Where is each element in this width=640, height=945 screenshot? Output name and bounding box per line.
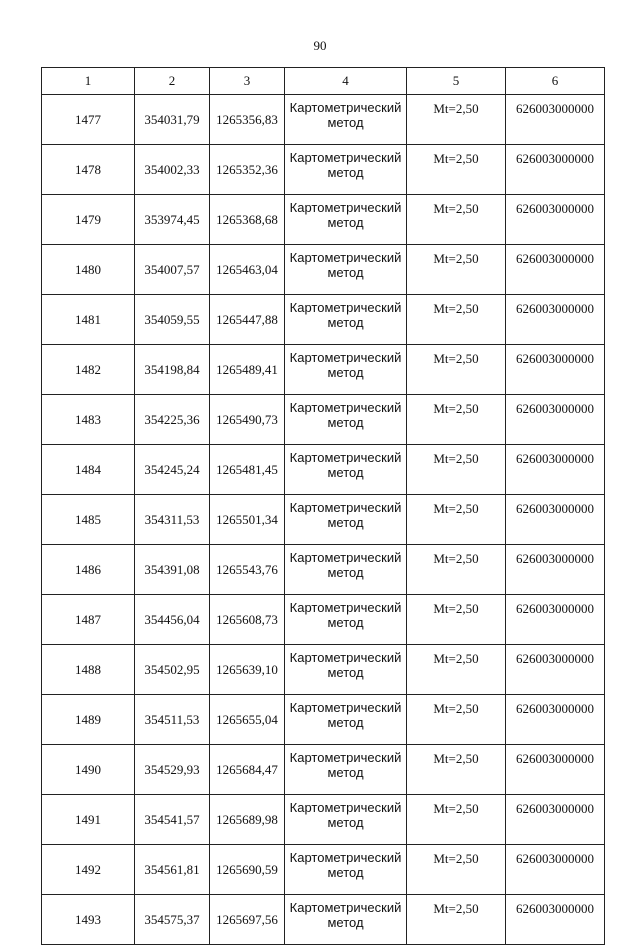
y-coordinate-cell: 1265447,88 — [210, 295, 285, 345]
code-cell: 626003000000 — [506, 695, 605, 745]
method-cell — [285, 795, 407, 845]
accuracy-cell: Mt=2,50 — [407, 795, 506, 845]
x-coordinate-cell: 354511,53 — [135, 695, 210, 745]
table-row — [42, 595, 605, 645]
accuracy-cell: Mt=2,50 — [407, 195, 506, 245]
method-line-2: метод — [327, 315, 364, 330]
method-cell — [285, 695, 407, 745]
table-row — [42, 695, 605, 745]
method-line-1: Картометрический — [289, 400, 402, 415]
method-line-1: Картометрический — [289, 500, 402, 515]
x-coordinate-cell: 354541,57 — [135, 795, 210, 845]
method-cell — [285, 845, 407, 895]
table-row — [42, 545, 605, 595]
page-number: 90 — [313, 38, 327, 53]
table-row — [42, 745, 605, 795]
code-cell: 626003000000 — [506, 95, 605, 145]
method-line-2: метод — [327, 865, 364, 880]
column-header: 4 — [285, 68, 407, 95]
method-line-2: метод — [327, 615, 364, 630]
y-coordinate-cell: 1265690,59 — [210, 845, 285, 895]
method-line-1: Картометрический — [289, 550, 402, 565]
method-cell — [285, 495, 407, 545]
method-line-2: метод — [327, 115, 364, 130]
table-row — [42, 795, 605, 845]
table-row — [42, 345, 605, 395]
method-line-1: Картометрический — [289, 450, 402, 465]
method-line-2: метод — [327, 815, 364, 830]
point-number-cell: 1489 — [42, 695, 135, 745]
method-line-1: Картометрический — [289, 300, 402, 315]
y-coordinate-cell: 1265481,45 — [210, 445, 285, 495]
column-header: 1 — [42, 68, 135, 95]
column-header: 2 — [135, 68, 210, 95]
accuracy-cell: Mt=2,50 — [407, 845, 506, 895]
method-cell — [285, 195, 407, 245]
accuracy-cell: Mt=2,50 — [407, 595, 506, 645]
method-line-1: Картометрический — [289, 850, 402, 865]
point-number-cell: 1487 — [42, 595, 135, 645]
code-cell: 626003000000 — [506, 195, 605, 245]
method-cell — [285, 595, 407, 645]
y-coordinate-cell: 1265697,56 — [210, 895, 285, 945]
y-coordinate-cell: 1265639,10 — [210, 645, 285, 695]
y-coordinate-cell: 1265684,47 — [210, 745, 285, 795]
accuracy-cell: Mt=2,50 — [407, 95, 506, 145]
column-header: 3 — [210, 68, 285, 95]
method-line-2: метод — [327, 715, 364, 730]
code-cell: 626003000000 — [506, 395, 605, 445]
method-cell — [285, 745, 407, 795]
method-cell — [285, 245, 407, 295]
method-line-1: Картометрический — [289, 700, 402, 715]
method-line-2: метод — [327, 515, 364, 530]
y-coordinate-cell: 1265608,73 — [210, 595, 285, 645]
method-line-1: Картометрический — [289, 200, 402, 215]
y-coordinate-cell: 1265463,04 — [210, 245, 285, 295]
table-row — [42, 95, 605, 145]
x-coordinate-cell: 354529,93 — [135, 745, 210, 795]
code-cell: 626003000000 — [506, 895, 605, 945]
method-line-1: Картометрический — [289, 900, 402, 915]
code-cell: 626003000000 — [506, 545, 605, 595]
code-cell: 626003000000 — [506, 645, 605, 695]
table-row — [42, 445, 605, 495]
code-cell: 626003000000 — [506, 495, 605, 545]
point-number-cell: 1486 — [42, 545, 135, 595]
method-line-2: метод — [327, 665, 364, 680]
accuracy-cell: Mt=2,50 — [407, 545, 506, 595]
x-coordinate-cell: 354502,95 — [135, 645, 210, 695]
method-line-1: Картометрический — [289, 250, 402, 265]
method-line-2: метод — [327, 765, 364, 780]
column-header: 6 — [506, 68, 605, 95]
table-row — [42, 245, 605, 295]
accuracy-cell: Mt=2,50 — [407, 145, 506, 195]
method-cell — [285, 395, 407, 445]
table-row — [42, 845, 605, 895]
x-coordinate-cell: 354225,36 — [135, 395, 210, 445]
method-cell — [285, 345, 407, 395]
method-line-2: метод — [327, 165, 364, 180]
point-number-cell: 1491 — [42, 795, 135, 845]
method-line-2: метод — [327, 215, 364, 230]
point-number-cell: 1490 — [42, 745, 135, 795]
x-coordinate-cell: 354575,37 — [135, 895, 210, 945]
method-cell — [285, 895, 407, 945]
column-header: 5 — [407, 68, 506, 95]
point-number-cell: 1477 — [42, 95, 135, 145]
x-coordinate-cell: 354198,84 — [135, 345, 210, 395]
method-cell — [285, 95, 407, 145]
code-cell: 626003000000 — [506, 145, 605, 195]
y-coordinate-cell: 1265368,68 — [210, 195, 285, 245]
code-cell: 626003000000 — [506, 795, 605, 845]
code-cell: 626003000000 — [506, 595, 605, 645]
table-row — [42, 295, 605, 345]
code-cell: 626003000000 — [506, 845, 605, 895]
point-number-cell: 1480 — [42, 245, 135, 295]
method-line-2: метод — [327, 465, 364, 480]
accuracy-cell: Mt=2,50 — [407, 745, 506, 795]
point-number-cell: 1481 — [42, 295, 135, 345]
method-cell — [285, 295, 407, 345]
y-coordinate-cell: 1265655,04 — [210, 695, 285, 745]
table-row — [42, 195, 605, 245]
code-cell: 626003000000 — [506, 295, 605, 345]
y-coordinate-cell: 1265356,83 — [210, 95, 285, 145]
y-coordinate-cell: 1265501,34 — [210, 495, 285, 545]
x-coordinate-cell: 354561,81 — [135, 845, 210, 895]
x-coordinate-cell: 354031,79 — [135, 95, 210, 145]
accuracy-cell: Mt=2,50 — [407, 445, 506, 495]
y-coordinate-cell: 1265489,41 — [210, 345, 285, 395]
x-coordinate-cell: 354456,04 — [135, 595, 210, 645]
code-cell: 626003000000 — [506, 445, 605, 495]
accuracy-cell: Mt=2,50 — [407, 345, 506, 395]
x-coordinate-cell: 354311,53 — [135, 495, 210, 545]
accuracy-cell: Mt=2,50 — [407, 495, 506, 545]
point-number-cell: 1492 — [42, 845, 135, 895]
table-row — [42, 145, 605, 195]
y-coordinate-cell: 1265490,73 — [210, 395, 285, 445]
method-cell — [285, 645, 407, 695]
x-coordinate-cell: 354245,24 — [135, 445, 210, 495]
x-coordinate-cell: 354059,55 — [135, 295, 210, 345]
accuracy-cell: Mt=2,50 — [407, 295, 506, 345]
method-line-1: Картометрический — [289, 600, 402, 615]
y-coordinate-cell: 1265352,36 — [210, 145, 285, 195]
table-row — [42, 645, 605, 695]
method-line-1: Картометрический — [289, 800, 402, 815]
code-cell: 626003000000 — [506, 345, 605, 395]
point-number-cell: 1484 — [42, 445, 135, 495]
method-cell — [285, 545, 407, 595]
method-cell — [285, 145, 407, 195]
x-coordinate-cell: 354002,33 — [135, 145, 210, 195]
method-line-2: метод — [327, 415, 364, 430]
method-line-2: метод — [327, 365, 364, 380]
coordinates-table — [41, 67, 605, 945]
table-row — [42, 395, 605, 445]
table-row — [42, 495, 605, 545]
point-number-cell: 1483 — [42, 395, 135, 445]
x-coordinate-cell: 354391,08 — [135, 545, 210, 595]
x-coordinate-cell: 354007,57 — [135, 245, 210, 295]
point-number-cell: 1482 — [42, 345, 135, 395]
method-line-2: метод — [327, 265, 364, 280]
point-number-cell: 1478 — [42, 145, 135, 195]
point-number-cell: 1479 — [42, 195, 135, 245]
method-line-2: метод — [327, 915, 364, 930]
method-line-1: Картометрический — [289, 650, 402, 665]
point-number-cell: 1485 — [42, 495, 135, 545]
method-cell — [285, 445, 407, 495]
accuracy-cell: Mt=2,50 — [407, 645, 506, 695]
method-line-2: метод — [327, 565, 364, 580]
accuracy-cell: Mt=2,50 — [407, 895, 506, 945]
header-row — [42, 68, 605, 95]
table-body — [42, 95, 605, 945]
method-line-1: Картометрический — [289, 150, 402, 165]
y-coordinate-cell: 1265543,76 — [210, 545, 285, 595]
code-cell: 626003000000 — [506, 745, 605, 795]
point-number-cell: 1493 — [42, 895, 135, 945]
method-line-1: Картометрический — [289, 100, 402, 115]
y-coordinate-cell: 1265689,98 — [210, 795, 285, 845]
code-cell: 626003000000 — [506, 245, 605, 295]
accuracy-cell: Mt=2,50 — [407, 245, 506, 295]
accuracy-cell: Mt=2,50 — [407, 395, 506, 445]
point-number-cell: 1488 — [42, 645, 135, 695]
x-coordinate-cell: 353974,45 — [135, 195, 210, 245]
table-row — [42, 895, 605, 945]
method-line-1: Картометрический — [289, 750, 402, 765]
method-line-1: Картометрический — [289, 350, 402, 365]
accuracy-cell: Mt=2,50 — [407, 695, 506, 745]
